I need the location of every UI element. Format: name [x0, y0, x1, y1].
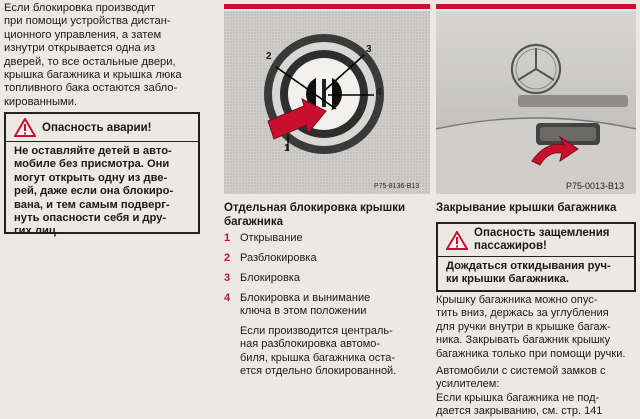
- section-heading: [436, 202, 616, 216]
- text-line: ная разблокировка автомо-: [240, 338, 381, 351]
- heading-line: Отдельная блокировка крышки: [224, 202, 406, 214]
- text-line: вана, и тем самым подверг-: [14, 198, 170, 211]
- warning-title: Опасность аварии!: [42, 121, 152, 134]
- trunk-lock-illustration: [224, 11, 430, 194]
- callout-4: 4: [376, 87, 382, 98]
- text-line: тить вниз, держась за углубления: [436, 307, 609, 320]
- trunk-lock-figure: [224, 11, 430, 194]
- text-line: усилителем:: [436, 378, 500, 391]
- callout-2: 2: [266, 51, 272, 62]
- divider: [438, 256, 634, 257]
- step-number: 1: [224, 232, 231, 244]
- text-line: Крышку багажника можно опус-: [436, 294, 598, 306]
- text-line: Блокировка и вынимание: [240, 292, 371, 304]
- text-line: ционного управления, а затем: [4, 28, 162, 41]
- text-line: могут открыть одну из две-: [14, 171, 168, 184]
- warning-triangle-icon: [446, 231, 468, 250]
- step-text: Открывание: [240, 232, 303, 244]
- text-line: пассажиров!: [474, 240, 547, 252]
- text-line: гих лиц.: [14, 225, 59, 238]
- step-text: Разблокировка: [240, 252, 317, 264]
- text-line: багажника только при помощи ручки.: [436, 347, 626, 360]
- figure-code: P75-8136-B13: [374, 183, 420, 190]
- text-line: ется отдельно блокированной.: [240, 365, 397, 378]
- step-text: [240, 292, 370, 319]
- central-locking-note: [240, 325, 396, 379]
- divider: [6, 141, 198, 142]
- step-number: 2: [224, 252, 231, 264]
- text-line: дается закрыванию, см. стр. 141: [436, 405, 603, 418]
- text-line: топливного бака остаются забло-: [4, 82, 178, 95]
- text-line: ключа в этом положении: [240, 305, 367, 318]
- text-line: крышка багажника и крышка люка: [4, 69, 182, 82]
- text-line: изнутри открывается одна из: [4, 42, 156, 55]
- text-line: рей, даже если она блокиро-: [14, 185, 174, 198]
- warning-body: [438, 260, 634, 287]
- text-line: Опасность защемления: [474, 227, 610, 239]
- text-line: Если блокировка производит: [4, 2, 156, 14]
- text-line: при помощи устройства дистан-: [4, 15, 171, 28]
- warning-triangle-icon: [14, 118, 36, 137]
- text-line: ки крышки багажника.: [446, 273, 569, 286]
- warning-header: [438, 224, 634, 254]
- section-color-bar: [224, 4, 430, 9]
- text-line: биля, крышка багажника оста-: [240, 351, 395, 364]
- warning-title: [474, 227, 609, 253]
- section-heading: [224, 202, 405, 229]
- callout-3: 3: [366, 44, 372, 55]
- text-line: дверей, то все остальные двери,: [4, 55, 176, 68]
- text-line: нуть опасности себя и дру-: [14, 212, 167, 225]
- pinching-warning-box: [436, 222, 636, 292]
- text-line: ника. Закрывать багажник крышку: [436, 334, 611, 347]
- callout-1: 1: [284, 143, 290, 154]
- section-color-bar: [436, 4, 636, 9]
- text-line: мобиле без присмотра. Они: [14, 158, 170, 171]
- heading-line: Закрывание крышки багажника: [436, 202, 617, 214]
- step-text: Блокировка: [240, 272, 300, 284]
- warning-header: [6, 114, 198, 139]
- trunk-lid-illustration: [436, 11, 636, 194]
- step-number: 4: [224, 292, 231, 304]
- text-line: Не оставляйте детей в авто-: [14, 145, 172, 157]
- closing-instructions: [436, 294, 625, 419]
- text-line: Автомобили с системой замков с: [436, 365, 606, 378]
- text-line: для ручки внутри в крышке багаж-: [436, 320, 611, 333]
- heading-line: багажника: [224, 215, 284, 228]
- accident-warning-box: [4, 112, 200, 238]
- text-line: Дождаться откидывания руч-: [446, 260, 611, 272]
- text-line: Если производится централь-: [240, 325, 393, 337]
- step-number: 3: [224, 272, 231, 284]
- figure-code: P75-0013-B13: [566, 181, 625, 191]
- text-line: кированными.: [4, 95, 78, 108]
- trunk-lid-figure: [436, 11, 636, 194]
- warning-body: [6, 145, 198, 239]
- intro-paragraph: [4, 2, 200, 109]
- text-line: Если крышка багажника не под-: [436, 391, 600, 404]
